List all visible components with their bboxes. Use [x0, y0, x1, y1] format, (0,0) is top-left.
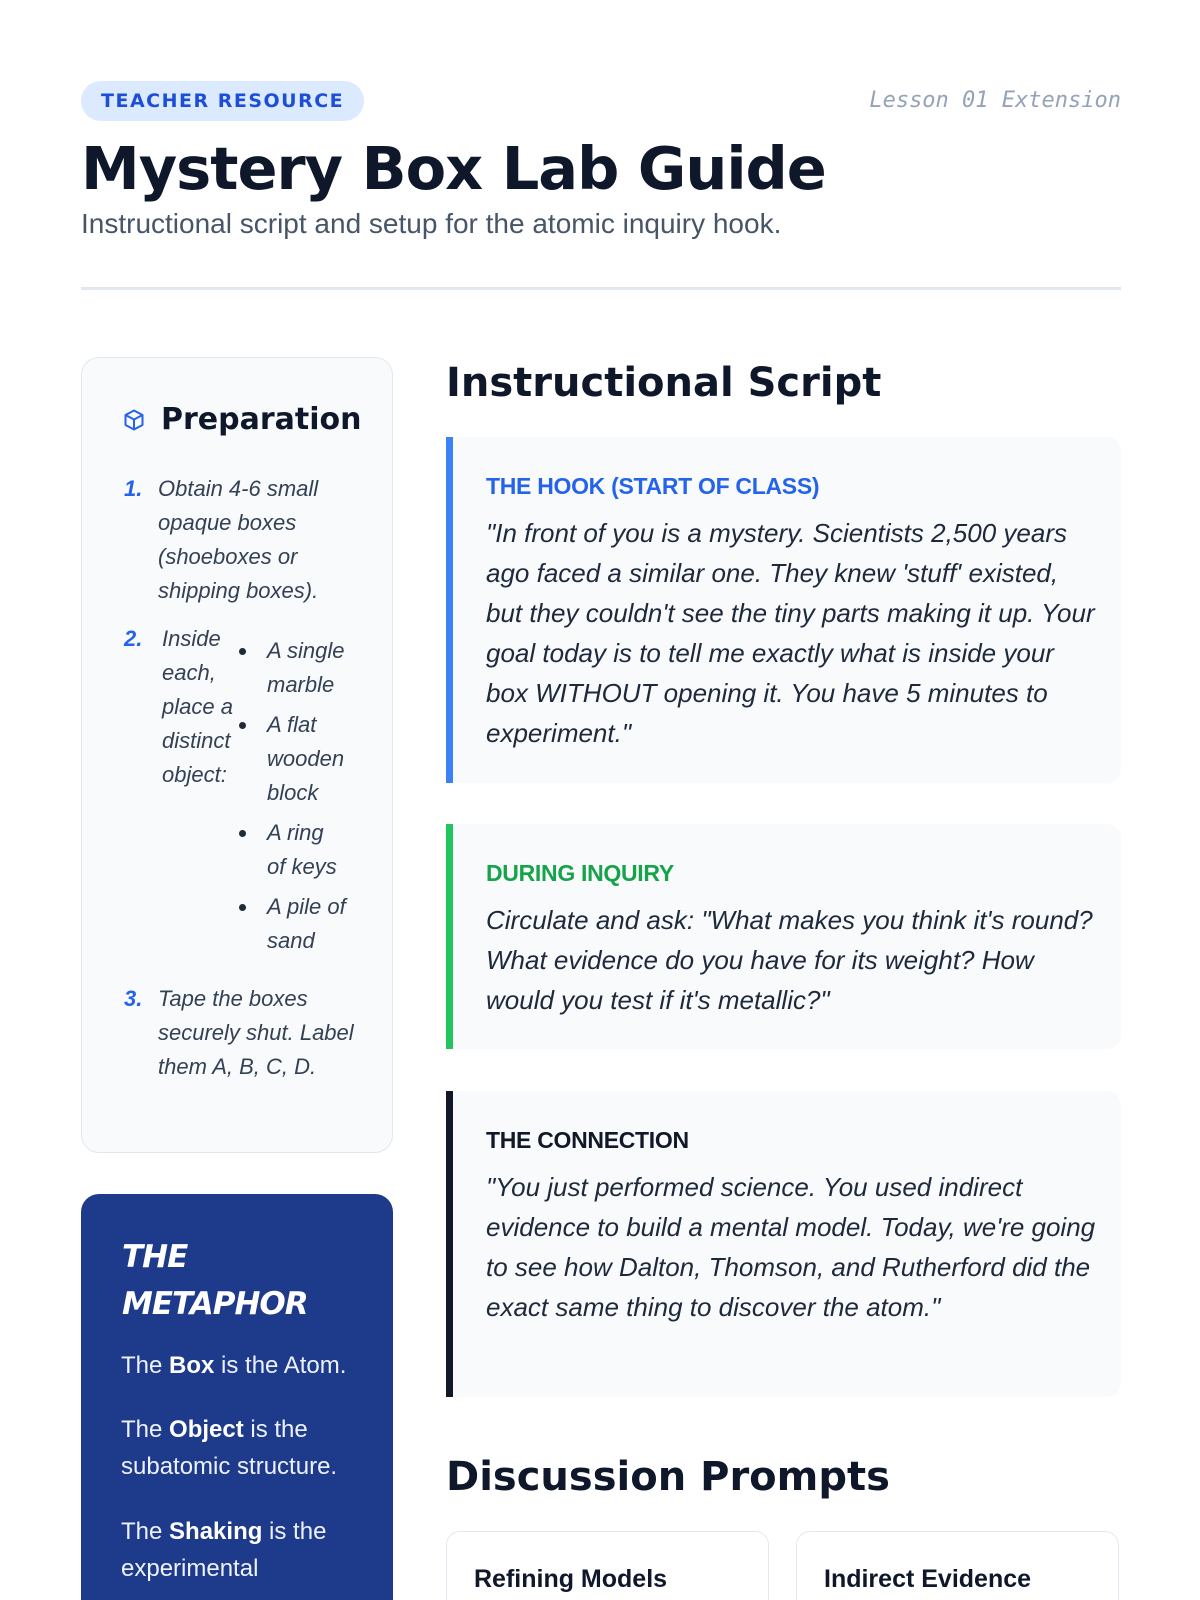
step-text: Inside each, place a distinct object:	[162, 626, 233, 787]
page-title: Mystery Box Lab Guide	[81, 134, 826, 203]
object-item: A flat wooden block	[236, 708, 346, 810]
page-subtitle: Instructional script and setup for the atomic inquiry hook.	[81, 208, 782, 239]
metaphor-line: The Shaking is the experimental	[121, 1518, 327, 1582]
script-section-title: Instructional Script	[446, 360, 882, 406]
preparation-card	[81, 357, 393, 1153]
preparation-title: Preparation	[161, 402, 362, 437]
teacher-resource-badge: TEACHER RESOURCE	[81, 81, 364, 121]
object-item: A ring of keys	[236, 816, 346, 884]
prompt-card-refining-models	[446, 1531, 769, 1600]
discussion-section-title: Discussion Prompts	[446, 1454, 890, 1500]
hook-card	[446, 437, 1121, 783]
step-text: Obtain 4-6 small opaque boxes (shoeboxes or shipping boxes).	[158, 476, 319, 603]
step-text: Tape the boxes securely shut. Label them A, B, C, D.	[158, 986, 354, 1079]
connection-label: THE CONNECTION	[486, 1127, 689, 1153]
inquiry-text: Circulate and ask: "What makes you think it's round? What evidence do you have for its weight? How would you test if it's metallic?"	[486, 905, 1093, 1015]
connection-text: "You just performed science. You used indirect evidence to build a mental model. Today, we're going to see how Dalton, Thomson, and Rutherford did the exact same thing to discover the atom."	[486, 1172, 1096, 1322]
preparation-steps	[124, 472, 364, 1098]
step-number: 2.	[124, 626, 143, 651]
header-divider	[81, 287, 1121, 290]
header-top	[81, 81, 1121, 121]
step-number: 1.	[124, 476, 143, 501]
prompt-title: Indirect Evidence	[824, 1565, 1032, 1593]
metaphor-line: The Object is the subatomic structure.	[121, 1416, 338, 1480]
prep-step-1	[124, 472, 364, 608]
step-number: 3.	[124, 986, 143, 1011]
lesson-tag: Lesson 01 Extension	[869, 88, 1121, 113]
prep-step-3	[124, 982, 364, 1084]
metaphor-line: The Box is the Atom.	[121, 1352, 347, 1379]
prompt-card-indirect-evidence	[796, 1531, 1119, 1600]
metaphor-title: THE METAPHOR	[122, 1239, 308, 1322]
metaphor-card	[81, 1194, 393, 1600]
inquiry-card	[446, 824, 1121, 1049]
prompt-title: Refining Models	[474, 1565, 668, 1593]
hook-label: THE HOOK (START OF CLASS)	[486, 473, 820, 499]
hook-text: "In front of you is a mystery. Scientists 2,500 years ago faced a similar one. They knew 'stuff' existed, but they couldn't see the tiny parts making it up. Your goal today is to tell me exactly what is inside your box WITHOUT opening it. You have 5 minutes to experiment."	[486, 518, 1095, 748]
prep-step-2	[124, 622, 364, 968]
cube-icon	[122, 408, 146, 432]
object-item: A pile of sand	[236, 890, 346, 958]
connection-card	[446, 1091, 1121, 1397]
object-list	[236, 634, 346, 964]
inquiry-label: DURING INQUIRY	[486, 860, 674, 886]
object-item: A single marble	[236, 634, 346, 702]
